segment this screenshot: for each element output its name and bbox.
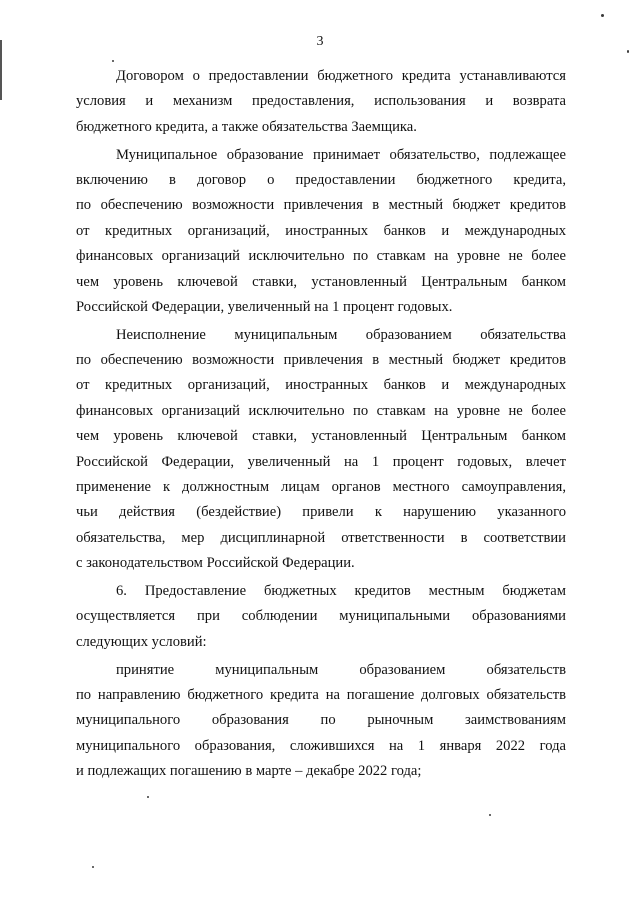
text-line: от кредитных организаций, иностранных банков и международных xyxy=(76,222,566,239)
text-line: Российской Федерации, увеличенный на 1 процент годовых. xyxy=(76,298,453,315)
scan-speck xyxy=(601,14,604,17)
paragraph-municipal-obligation xyxy=(76,143,566,321)
text-line: Муниципальное образование принимает обязательство, подлежащее xyxy=(116,146,566,163)
text-line: чем уровень ключевой ставки, установленный Центральным банком xyxy=(76,273,566,290)
text-line: осуществляется при соблюдении муниципальными образованиями xyxy=(76,608,566,625)
page-number: 3 xyxy=(316,34,324,49)
text-line: по обеспечению возможности привлечения в местный бюджет кредитов xyxy=(76,352,566,369)
text-line: обязательства, мер дисциплинарной ответственности в соответствии xyxy=(76,529,566,546)
scan-speck xyxy=(112,60,114,62)
paragraph-loan-agreement xyxy=(76,64,566,140)
text-line: финансовых организаций исключительно по ставкам на уровне не более xyxy=(76,402,566,419)
text-line: принятие муниципальным образованием обязательств xyxy=(116,661,566,678)
text-line: бюджетного кредита, а также обязательства Заемщика. xyxy=(76,118,417,135)
text-line: чьи действия (бездействие) привели к нарушению указанного xyxy=(76,504,566,521)
text-line: муниципального образования по рыночным заимствованиям xyxy=(76,712,566,729)
text-line: по обеспечению возможности привлечения в местный бюджет кредитов xyxy=(76,197,566,214)
scan-speck xyxy=(627,50,629,53)
text-line: Российской Федерации, увеличенный на 1 процент годовых, влечет xyxy=(76,453,566,470)
paragraph-section-6 xyxy=(76,579,566,655)
text-line: и подлежащих погашению в марте – декабре 2022 года; xyxy=(76,763,422,780)
text-line: условия и механизм предоставления, использования и возврата xyxy=(76,93,566,110)
text-line: финансовых организаций исключительно по ставкам на уровне не более xyxy=(76,248,566,265)
text-line: Неисполнение муниципальным образованием обязательства xyxy=(116,326,566,343)
text-line: включению в договор о предоставлении бюджетного кредита, xyxy=(76,171,566,188)
text-line: следующих условий: xyxy=(76,633,207,650)
paragraph-non-fulfillment xyxy=(76,323,566,577)
scan-speck xyxy=(147,796,149,798)
text-line: 6. Предоставление бюджетных кредитов местным бюджетам xyxy=(116,582,566,599)
text-line: от кредитных организаций, иностранных банков и международных xyxy=(76,377,566,394)
text-line: с законодательством Российской Федерации. xyxy=(76,555,355,572)
text-line: Договором о предоставлении бюджетного кредита устанавливаются xyxy=(116,68,566,84)
text-line: муниципального образования, сложившихся на 1 января 2022 года xyxy=(76,737,566,754)
text-line: чем уровень ключевой ставки, установленный Центральным банком xyxy=(76,428,566,445)
document-body xyxy=(76,64,566,787)
scan-speck xyxy=(92,866,94,868)
text-line: по направлению бюджетного кредита на погашение долговых обязательств xyxy=(76,686,566,703)
text-line: применение к должностным лицам органов местного самоуправления, xyxy=(76,479,566,496)
paragraph-condition-debt-repayment xyxy=(76,658,566,785)
scan-speck xyxy=(489,814,491,816)
